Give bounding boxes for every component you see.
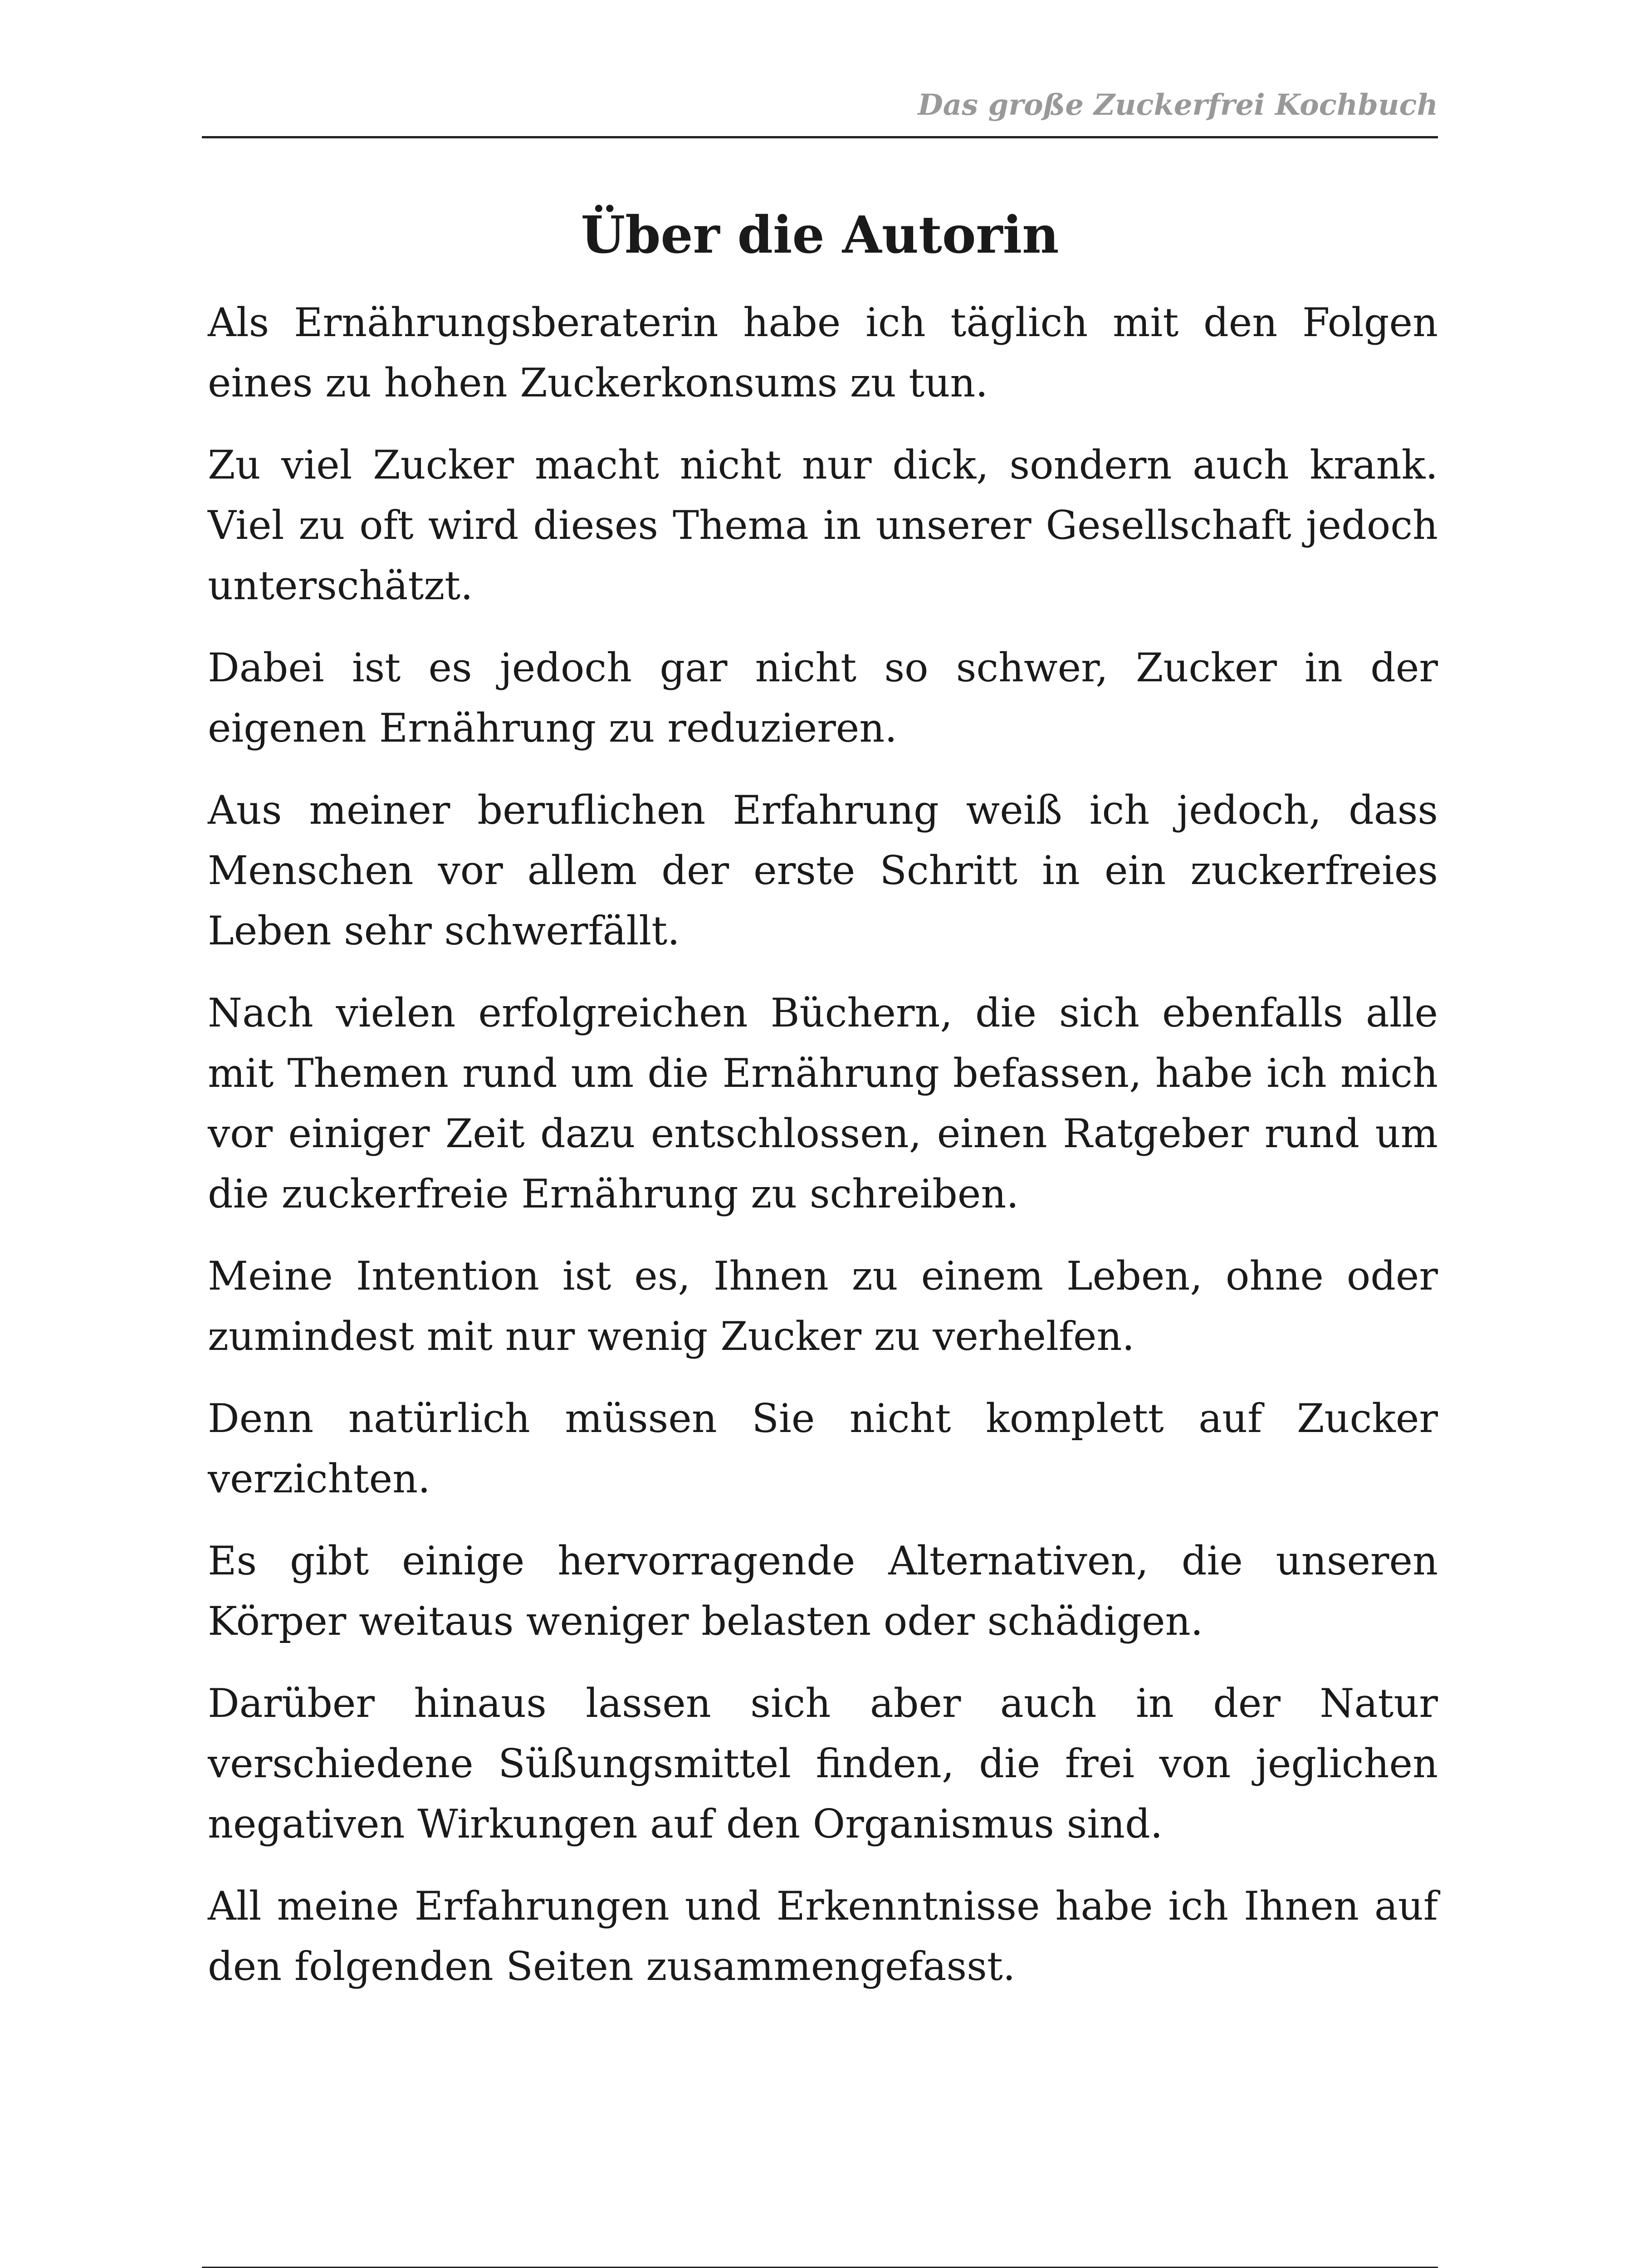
paragraph: Meine Intention ist es, Ihnen zu einem Leben, ohne oder zumindest mit nur wenig Zucker zu verhelfen. [208, 1253, 1438, 1359]
header-divider [202, 136, 1438, 138]
body-text [208, 293, 1438, 2019]
paragraph: Nach vielen erfolgreichen Büchern, die sich ebenfalls alle mit Themen rund um die Ernährung befassen, habe ich mich vor einiger Zeit dazu entschlossen, einen Ratgeber rund um die zuckerfreie Ernährung zu schreiben. [208, 990, 1438, 1217]
paragraph: Als Ernährungsberaterin habe ich täglich mit den Folgen eines zu hohen Zuckerkonsums zu tun. [208, 299, 1438, 406]
paragraph: Dabei ist es jedoch gar nicht so schwer, Zucker in der eigenen Ernährung zu reduzieren. [208, 645, 1438, 751]
paragraph: All meine Erfahrungen und Erkenntnisse habe ich Ihnen auf den folgenden Seiten zusammengefasst. [208, 1883, 1438, 1989]
paragraph: Darüber hinaus lassen sich aber auch in der Natur verschiedene Süßungsmittel finden, die frei von jeglichen negativen Wirkungen auf den Organismus sind. [208, 1680, 1438, 1847]
chapter-title: Über die Autorin [581, 205, 1059, 265]
paragraph: Zu viel Zucker macht nicht nur dick, sondern auch krank. Viel zu oft wird dieses Thema in unserer Gesellschaft jedoch unterschätzt. [208, 442, 1438, 609]
paragraph: Aus meiner beruflichen Erfahrung weiß ich jedoch, dass Menschen vor allem der erste Schritt in ein zuckerfreies Leben sehr schwerfällt. [208, 787, 1438, 954]
paragraph: Denn natürlich müssen Sie nicht komplett auf Zucker verzichten. [208, 1395, 1438, 1502]
paragraph: Es gibt einige hervorragende Alternativen, die unseren Körper weitaus weniger belasten oder schädigen. [208, 1538, 1438, 1644]
running-header-title: Das große Zuckerfrei Kochbuch [918, 88, 1438, 122]
